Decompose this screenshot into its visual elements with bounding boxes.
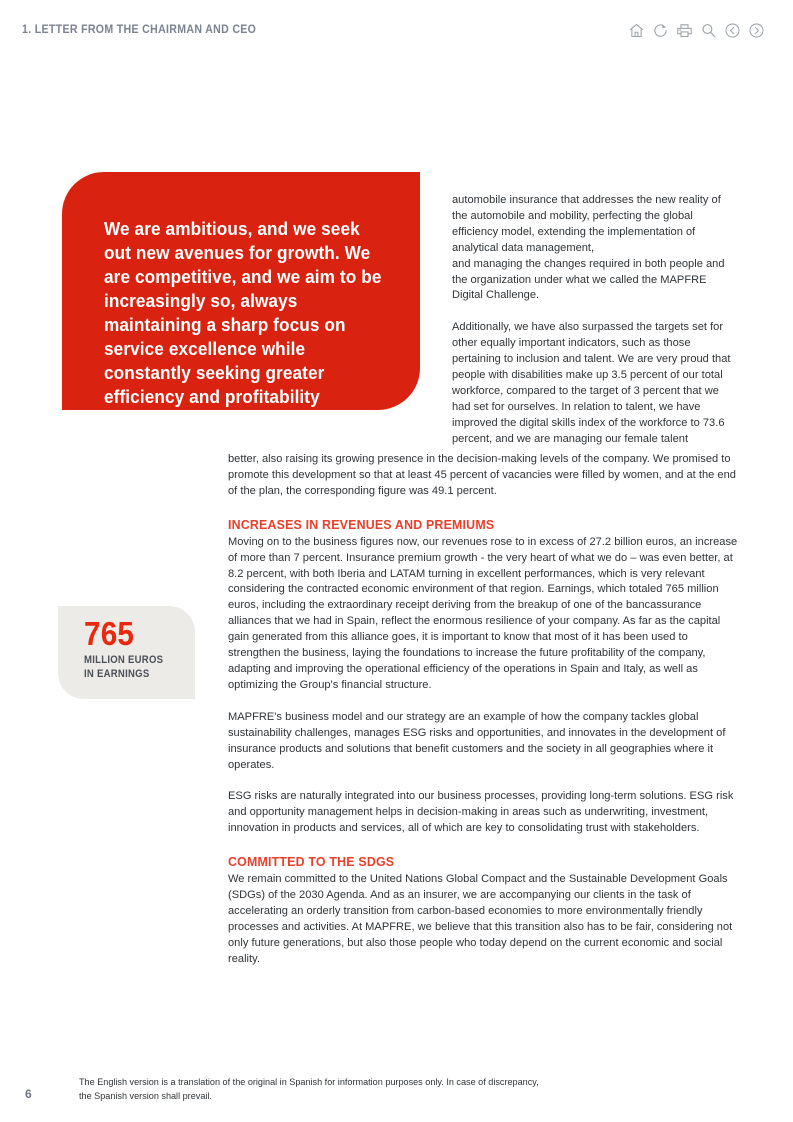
paragraph-business-model: MAPFRE's business model and our strategy are an example of how the company tackles global sustainability challenges, manages ESG risks and opportunities, and innovates in the development of insurance products and solutions that benefit customers and the society in all geographies where it operates. — [228, 710, 726, 771]
home-icon[interactable] — [628, 22, 645, 39]
paragraph-inclusion-talent: Additionally, we have also surpassed the targets set for other equally important indicators, such as those pertaining to inclusion and talent. We are very proud that people with disabilities make up 3.5 percent of our total workforce, compared to the target of 3 percent that we had set for ourselves. In relation to talent, we have improved the digital skills index of the workforce to 73.6 percent, and we are managing our female talent — [452, 321, 731, 445]
page-header — [0, 22, 793, 52]
next-page-icon[interactable] — [748, 22, 765, 39]
earnings-label-line2: IN EARNINGS — [84, 667, 150, 680]
paragraph-digital-challenge — [452, 193, 737, 304]
page-number: 6 — [25, 1087, 32, 1101]
pull-quote-text: We are ambitious, and we seek out new avenues for growth. We are competitive, and we aim to be increasingly so, always maintaining a sharp focus on service excellence while constantly seeking greater efficiency and profitability — [104, 218, 382, 407]
search-icon[interactable] — [700, 22, 717, 39]
paragraph-revenues: Moving on to the business figures now, our revenues rose to in excess of 27.2 billion euros, an increase of more than 7 percent. Insurance premium growth - the very heart of what we do – was even better, at 8.2 percent, with both Iberia and LATAM turning in excellent performances, which is very relevant considering the contracted economic environment of that region. Earnings, which totaled 765 million euros, including the extraordinary receipt deriving from the breakup of one of the bancassurance alliances that we had in Spain, reflect the enormous resilience of your company. As far as the capital gain generated from this alliance goes, it is important to know that most of it has been used to strengthen the business, laying the foundations to increase the future profitability of the company, adapting and improving the operational efficiency of the operations in Spain and Italy, as well as optimizing the Group's financial structure. — [228, 535, 738, 691]
paragraph-digital-challenge-part2: and managing the changes required in both people and the organization under what we called the MAPFRE Digital Challenge. — [452, 257, 725, 302]
print-icon[interactable] — [676, 22, 693, 39]
paragraph-sdgs: We remain committed to the United Nations Global Compact and the Sustainable Development Goals (SDGs) of the 2030 Agenda. And as an insurer, we are accompanying our clients in the task of accelerating an orderly transition from carbon-based economies to more environmentally friendly processes and activities. At MAPFRE, we believe that this transition also has to be fair, considering not only future generations, but also those people who today depend on the current economic and social reality. — [228, 873, 733, 965]
navigation-toolbar — [628, 22, 765, 39]
section-heading-revenues: INCREASES IN REVENUES AND PREMIUMS — [228, 516, 495, 532]
previous-page-icon[interactable] — [724, 22, 741, 39]
footer-disclaimer — [79, 1075, 603, 1102]
earnings-label — [84, 654, 163, 681]
earnings-label-line1: MILLION EUROS — [84, 654, 164, 666]
right-text-column — [452, 193, 737, 464]
main-text-column — [228, 452, 739, 984]
paragraph-talent-continuation: better, also raising its growing presence in the decision-making levels of the company. We promised to promote this development so that at least 45 percent of vacancies were filled by women, and at the end of the plan, the corresponding figure was 49.1 percent. — [228, 453, 736, 497]
earnings-callout-box — [58, 606, 195, 699]
footer-disclaimer-line2: the Spanish version shall prevail. — [79, 1089, 212, 1101]
paragraph-digital-challenge-part1: automobile insurance that addresses the new reality of the automobile and mobility, perfecting the global efficiency model, extending the implementation of analytical data management, — [452, 194, 721, 254]
earnings-figure: 765 — [84, 615, 135, 652]
refresh-icon[interactable] — [652, 22, 669, 39]
pull-quote-box — [62, 172, 420, 410]
page-title: 1. LETTER FROM THE CHAIRMAN AND CEO — [22, 24, 257, 36]
footer-disclaimer-line1: The English version is a translation of the original in Spanish for information purposes only. In case of discrepancy, — [79, 1076, 539, 1087]
section-heading-sdgs: COMMITTED TO THE SDGS — [228, 854, 395, 870]
paragraph-esg-risks: ESG risks are naturally integrated into our business processes, providing long-term solutions. ESG risk and opportunity management helps in decision-making in areas such as underwriting, investment, innovation in products and services, all of which are key to consolidating trust with stakeholders. — [228, 790, 734, 835]
